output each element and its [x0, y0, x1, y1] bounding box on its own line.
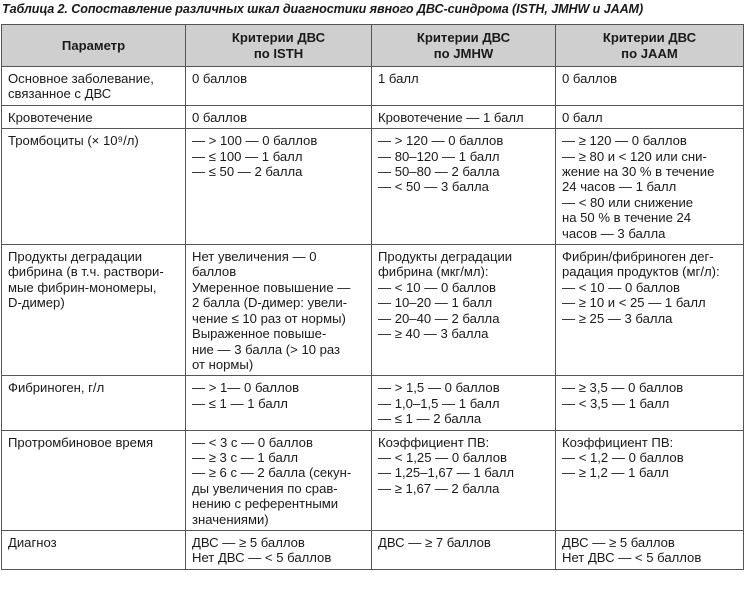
cell-line: D-димер) — [8, 295, 65, 311]
cell-jaam — [556, 245, 744, 376]
cell-line: на 50 % в течение 24 — [562, 210, 692, 226]
cell-jaam — [556, 105, 744, 128]
table-row — [2, 245, 744, 376]
cell-line: от нормы) — [192, 356, 254, 372]
cell-parameter — [2, 530, 186, 569]
cell-line: Коэффициент ПВ: — [378, 434, 490, 450]
cell-jmhw — [372, 430, 556, 530]
cell-jmhw — [372, 245, 556, 376]
header-jmhw — [372, 25, 556, 67]
cell-parameter — [2, 245, 186, 376]
cell-line: — < 10 — 0 баллов — [562, 279, 681, 295]
cell-line: — 1,25–1,67 — 1 балл — [378, 465, 515, 481]
cell-line: чение ≤ 10 раз от нормы) — [192, 310, 346, 326]
table-caption: Таблица 2. Сопоставление различных шкал диагностики явного ДВС-синдрома (ISTH, JMHW и JAAM) — [2, 2, 644, 16]
header-line: по JAAM — [621, 45, 678, 61]
cell-line: ды увеличения по срав- — [192, 480, 338, 496]
cell-line: 0 баллов — [562, 71, 618, 86]
cell-line: — < 3,5 — 1 балл — [562, 395, 670, 411]
cell-line: 2 балла (D-димер: увели- — [192, 295, 348, 311]
cell-line: радация продуктов (мг/л): — [562, 264, 720, 280]
cell-line: фибрина (в т.ч. раствори- — [8, 264, 164, 280]
header-line: по JMHW — [433, 45, 494, 61]
header-line: Критерии ДВС — [231, 29, 326, 45]
header-jaam — [556, 25, 744, 67]
cell-line: часов — 3 балла — [562, 225, 666, 241]
cell-line: — > 120 — 0 баллов — [378, 133, 504, 149]
cell-line: Продукты деградации — [8, 249, 143, 265]
cell-line: — ≥ 10 и < 25 — 1 балл — [562, 295, 706, 311]
cell-parameter — [2, 376, 186, 430]
cell-jmhw — [372, 376, 556, 430]
cell-line: — ≤ 100 — 1 балл — [192, 148, 303, 164]
cell-jaam — [556, 530, 744, 569]
cell-jmhw — [372, 530, 556, 569]
cell-line: — < 3 с — 0 баллов — [192, 434, 313, 450]
cell-jaam — [556, 376, 744, 430]
cell-isth — [186, 245, 372, 376]
cell-line: ДВС — ≥ 7 баллов — [378, 534, 491, 550]
cell-line: Нет увеличения — 0 — [192, 249, 317, 265]
cell-line: Выраженное повыше- — [192, 326, 327, 342]
cell-jaam — [556, 67, 744, 106]
cell-line: Кровотечение — [8, 109, 93, 125]
cell-isth — [186, 530, 372, 569]
cell-line: — > 1— 0 баллов — [192, 380, 300, 396]
table-row — [2, 129, 744, 245]
header-parameter — [2, 25, 186, 67]
cell-line: Тромбоциты (× 10⁹/л) — [8, 133, 139, 149]
cell-line: — ≥ 1,2 — 1 балл — [562, 465, 669, 481]
cell-line: Нет ДВС — < 5 баллов — [192, 550, 332, 566]
cell-parameter — [2, 67, 186, 106]
cell-isth — [186, 376, 372, 430]
table-row — [2, 530, 744, 569]
cell-line: — < 10 — 0 баллов — [378, 279, 497, 295]
cell-jaam — [556, 430, 744, 530]
cell-line: — ≥ 3 с — 1 балл — [192, 449, 299, 465]
cell-line: Умеренное повышение — — [192, 279, 351, 295]
cell-jmhw — [372, 129, 556, 245]
cell-line: Продукты деградации — [378, 249, 513, 265]
cell-line: Диагноз — [8, 534, 57, 550]
cell-line: — 80–120 — 1 балл — [378, 148, 500, 164]
cell-jmhw — [372, 67, 556, 106]
cell-jmhw — [372, 105, 556, 128]
cell-line: ДВС — ≥ 5 баллов — [562, 534, 675, 550]
cell-line: — ≤ 1 — 2 балла — [378, 411, 482, 427]
cell-line: — 10–20 — 1 балл — [378, 295, 493, 311]
cell-parameter — [2, 105, 186, 128]
cell-line: — ≤ 50 — 2 балла — [192, 164, 303, 180]
cell-line: — > 1,5 — 0 баллов — [378, 380, 500, 396]
header-line: Критерии ДВС — [416, 29, 511, 45]
dic-criteria-table — [1, 24, 744, 570]
cell-line: — > 100 — 0 баллов — [192, 133, 318, 149]
cell-line: Фибриноген, г/л — [8, 380, 105, 396]
cell-line: 0 баллов — [192, 109, 248, 125]
cell-line: Протромбиновое время — [8, 434, 154, 450]
header-line: Критерии ДВС — [602, 29, 697, 45]
table-body — [2, 67, 744, 570]
cell-line: — ≥ 3,5 — 0 баллов — [562, 380, 684, 396]
cell-line: — 1,0–1,5 — 1 балл — [378, 395, 500, 411]
cell-line: фибрина (мкг/мл): — [378, 264, 489, 280]
cell-jaam — [556, 129, 744, 245]
cell-parameter — [2, 129, 186, 245]
cell-line: — ≤ 1 — 1 балл — [192, 395, 288, 411]
cell-line: Коэффициент ПВ: — [562, 434, 674, 450]
cell-line: — ≥ 1,67 — 2 балла — [378, 480, 500, 496]
cell-line: — < 80 или снижение — [562, 194, 694, 210]
cell-line: 1 балл — [378, 71, 419, 86]
cell-line: 0 баллов — [192, 71, 248, 86]
cell-line: — ≥ 25 — 3 балла — [562, 310, 673, 326]
cell-line: Кровотечение — 1 балл — [378, 109, 524, 125]
cell-line: жение на 30 % в течение — [562, 164, 715, 180]
cell-line: 24 часов — 1 балл — [562, 179, 677, 195]
header-row — [2, 25, 744, 67]
cell-parameter — [2, 430, 186, 530]
cell-isth — [186, 105, 372, 128]
cell-line: — ≥ 120 — 0 баллов — [562, 133, 687, 149]
header-line: по ISTH — [253, 45, 304, 61]
cell-line: связанное с ДВС — [8, 86, 112, 102]
cell-line: нению с референтными — [192, 496, 339, 512]
cell-line: — 50–80 — 2 балла — [378, 164, 500, 180]
cell-line: ДВС — ≥ 5 баллов — [192, 534, 305, 550]
cell-isth — [186, 129, 372, 245]
cell-line: Нет ДВС — < 5 баллов — [562, 550, 702, 566]
cell-line: — ≥ 40 — 3 балла — [378, 326, 489, 342]
cell-isth — [186, 67, 372, 106]
cell-line: — ≥ 80 и < 120 или сни- — [562, 148, 707, 164]
cell-line: — ≥ 6 с — 2 балла (секун- — [192, 465, 352, 481]
cell-line: Фибрин/фибриноген дег- — [562, 249, 714, 265]
cell-line: — < 1,2 — 0 баллов — [562, 449, 684, 465]
cell-isth — [186, 430, 372, 530]
cell-line: — 20–40 — 2 балла — [378, 310, 500, 326]
cell-line: баллов — [192, 264, 237, 280]
header-isth — [186, 25, 372, 67]
header-line: Параметр — [61, 37, 126, 53]
cell-line: значениями) — [192, 511, 269, 527]
table-row — [2, 430, 744, 530]
cell-line: мые фибрин-мономеры, — [8, 279, 157, 295]
table-row — [2, 67, 744, 106]
cell-line: — < 1,25 — 0 баллов — [378, 449, 507, 465]
cell-line: Основное заболевание, — [8, 71, 154, 86]
cell-line: ние — 3 балла (> 10 раз — [192, 341, 341, 357]
table-row — [2, 376, 744, 430]
cell-line: — < 50 — 3 балла — [378, 179, 489, 195]
cell-line: 0 балл — [562, 109, 603, 125]
table-row — [2, 105, 744, 128]
